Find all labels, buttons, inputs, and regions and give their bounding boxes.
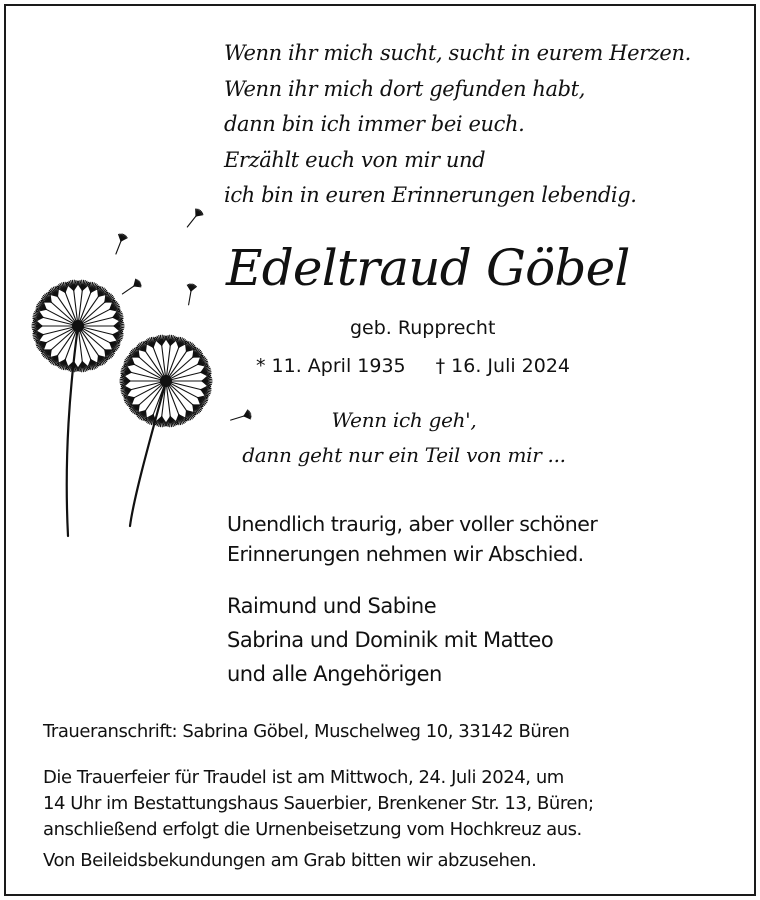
service-line: Die Trauerfeier für Traudel ist am Mittwoch, 24. Juli 2024, um	[43, 767, 564, 788]
poem	[224, 36, 754, 214]
family-line: Raimund und Sabine	[227, 594, 437, 618]
mourning-text	[227, 509, 597, 569]
poem-line: dann bin ich immer bei euch.	[224, 112, 525, 136]
family-line: Sabrina und Dominik mit Matteo	[227, 628, 554, 652]
condolence-request: Von Beileidsbekundungen am Grab bitten wir abzusehen.	[43, 850, 537, 871]
poem-line: Wenn ihr mich dort gefunden habt,	[224, 76, 585, 101]
deceased-name: Edeltraud Göbel	[226, 239, 630, 297]
mourning-line: Erinnerungen nehmen wir Abschied.	[227, 542, 584, 566]
death-date: † 16. Juli 2024	[435, 355, 571, 377]
dandelion-illustration-icon	[26, 186, 256, 566]
mourning-address: Traueranschrift: Sabrina Göbel, Muschelweg 10, 33142 Büren	[43, 721, 570, 742]
service-line: 14 Uhr im Bestattungshaus Sauerbier, Brenkener Str. 13, Büren;	[43, 793, 594, 814]
quote	[218, 403, 590, 473]
life-dates	[256, 355, 570, 377]
poem-line: ich bin in euren Erinnerungen lebendig.	[224, 183, 637, 207]
quote-line: dann geht nur ein Teil von mir ...	[242, 443, 566, 467]
service-line: anschließend erfolgt die Urnenbeisetzung vom Hochkreuz aus.	[43, 819, 582, 840]
family-list	[227, 589, 553, 691]
funeral-service-info	[43, 765, 594, 843]
obituary-notice	[4, 4, 756, 896]
family-line: und alle Angehörigen	[227, 662, 442, 686]
quote-line: Wenn ich geh',	[331, 408, 477, 432]
mourning-line: Unendlich traurig, aber voller schöner	[227, 512, 598, 536]
birth-date: * 11. April 1935	[256, 355, 406, 377]
maiden-name: geb. Rupprecht	[350, 317, 496, 339]
poem-line: Wenn ihr mich sucht, sucht in eurem Herzen.	[224, 41, 691, 65]
poem-line: Erzählt euch von mir und	[224, 147, 486, 172]
